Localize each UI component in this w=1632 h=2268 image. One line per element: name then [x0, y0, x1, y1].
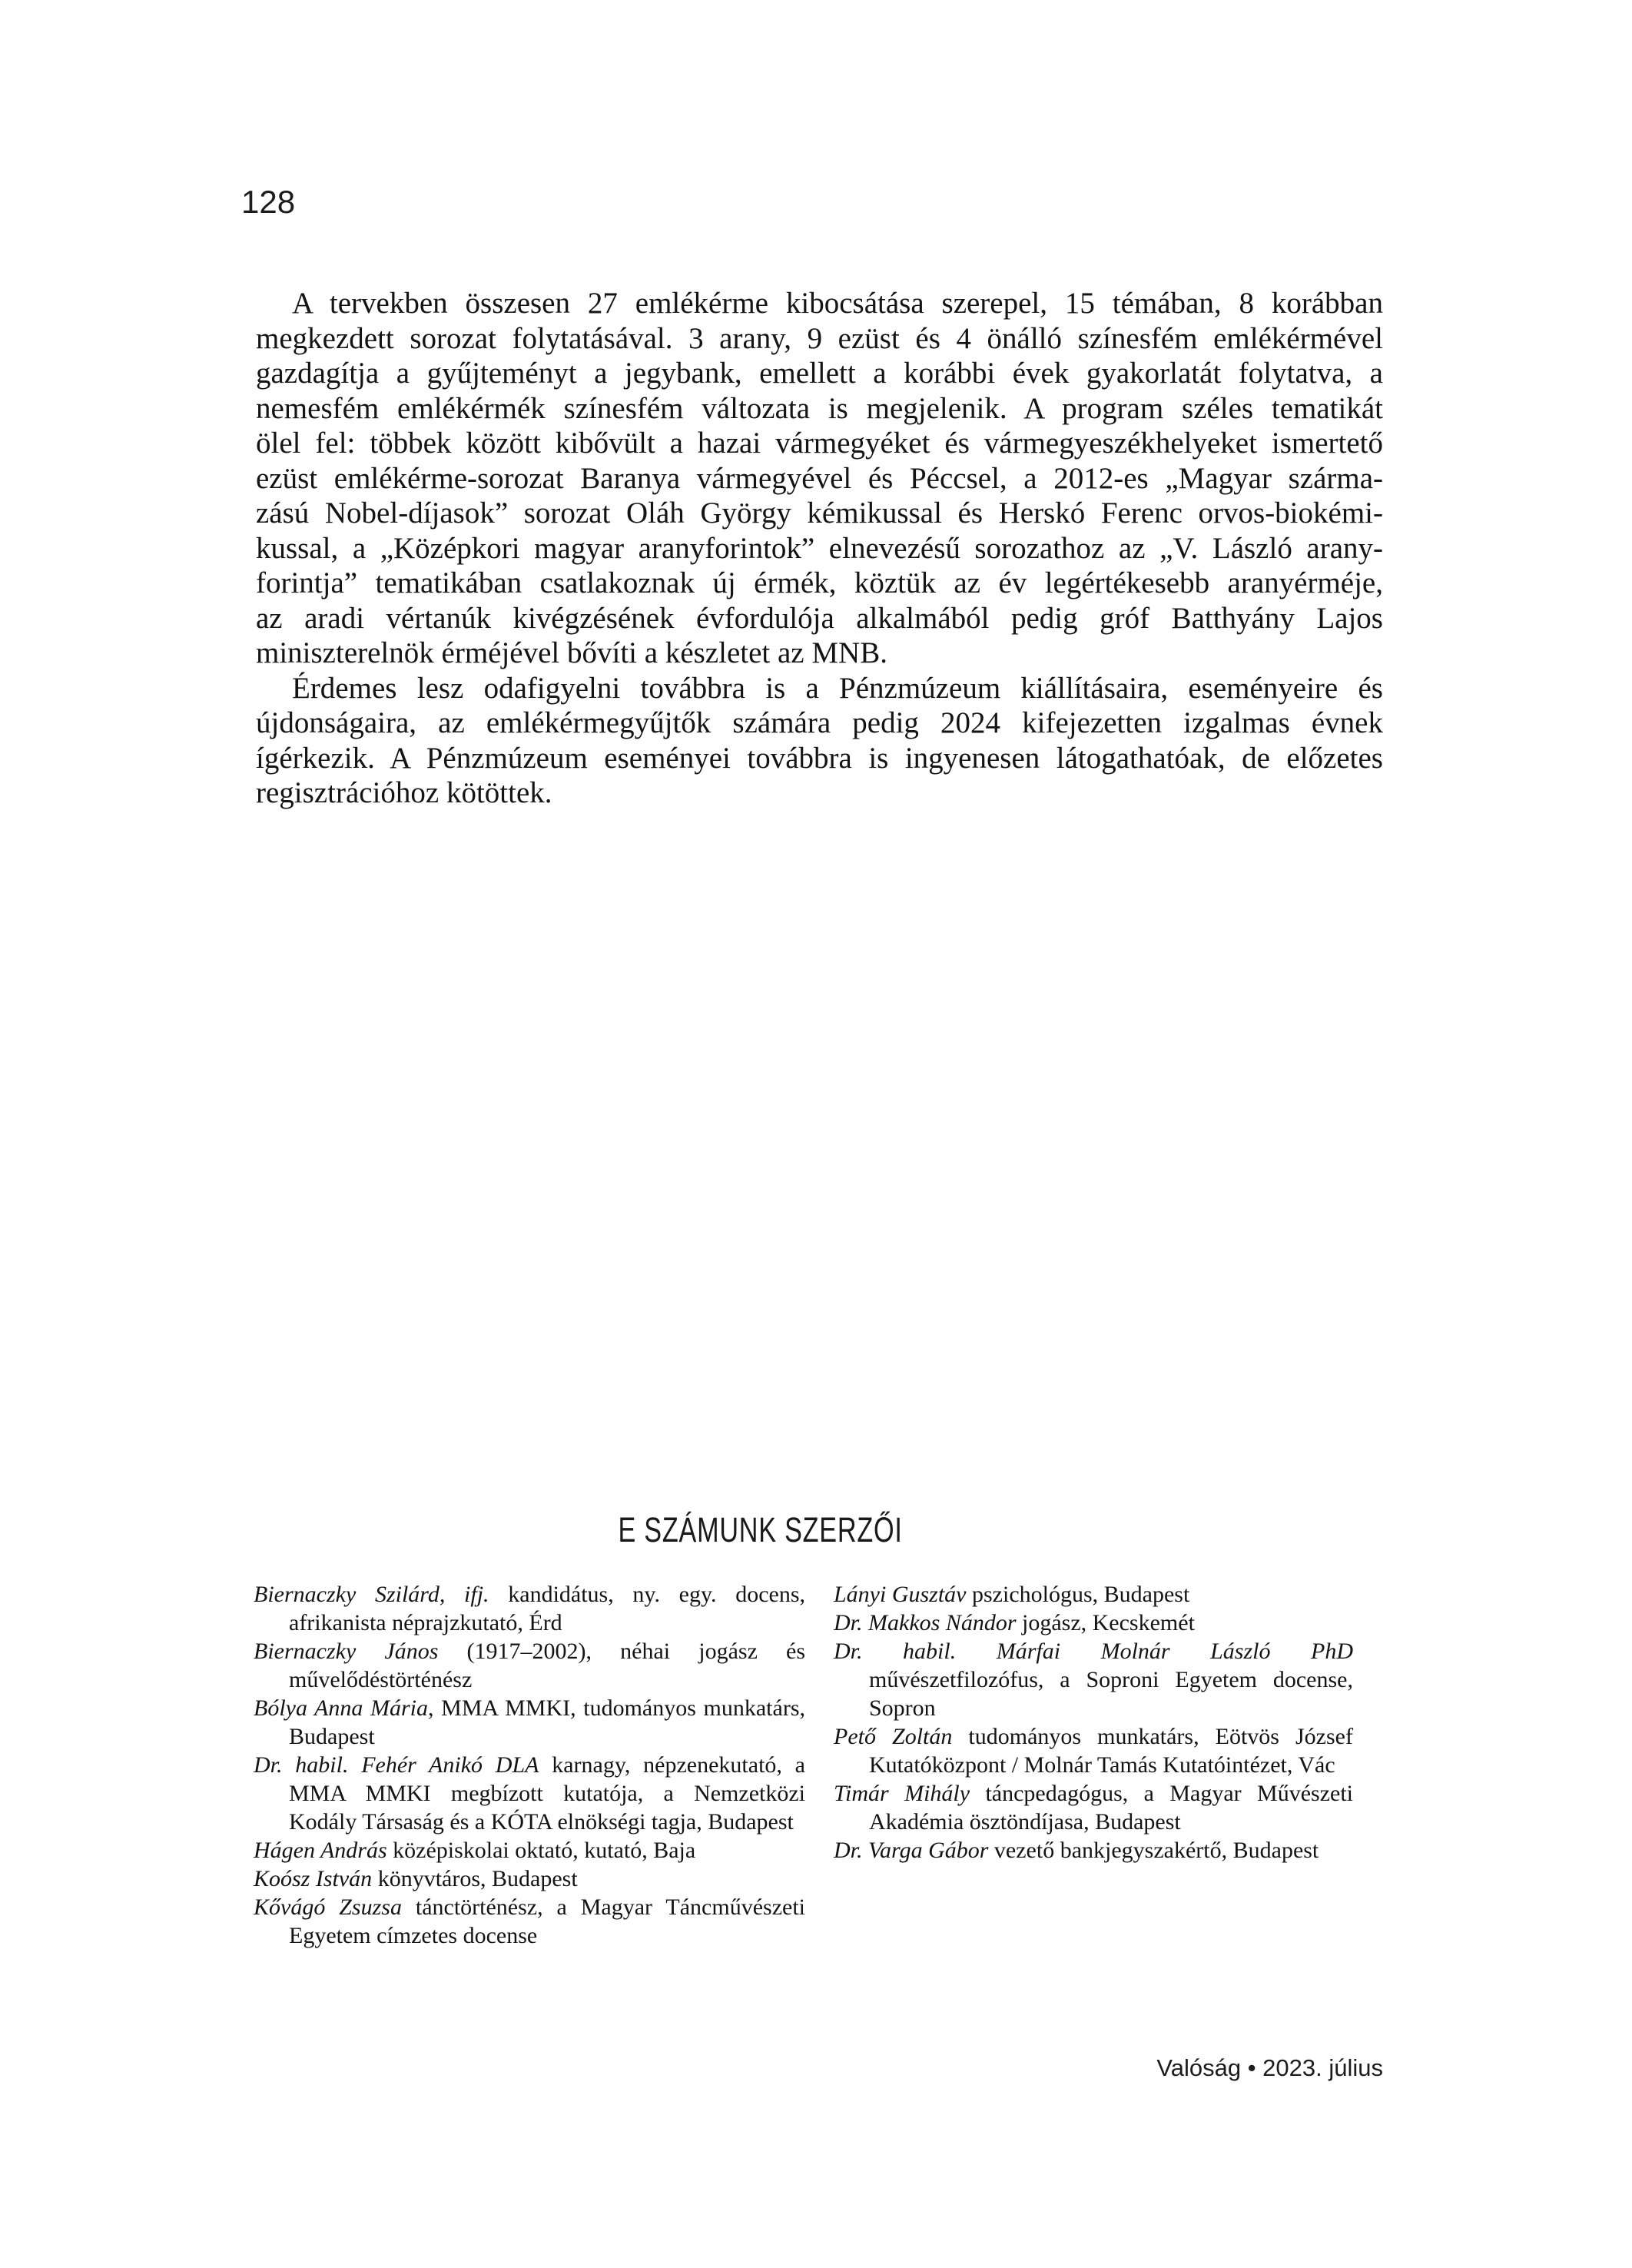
author-entry: [254, 1751, 805, 1836]
author-description: tánctörténész, a Magyar Táncművészeti Egyetem címzetes docense: [289, 1894, 805, 1948]
body-text-line: Érdemes lesz odafigyelni továbbra is a Pénzmúzeum kiállításaira, eseményeire és: [292, 671, 1383, 705]
author-entry: [834, 1609, 1353, 1637]
author-name: Kővágó Zsuzsa: [254, 1894, 402, 1920]
author-entry: [254, 1893, 805, 1950]
author-name: Koósz István: [254, 1866, 373, 1891]
author-name: Bólya Anna Mária: [254, 1695, 429, 1721]
author-entry: [834, 1580, 1353, 1609]
authors-column-right: [834, 1580, 1353, 1865]
authors-section-heading: [254, 1510, 1268, 1549]
author-description: , MMA MMKI, tudományos munkatárs, Budapest: [289, 1695, 805, 1749]
author-name: Pető Zoltán: [834, 1724, 953, 1749]
author-description: (1917–2002), néhai jogász és művelődéstörténész: [289, 1639, 806, 1692]
author-entry: [254, 1694, 805, 1751]
authors-column-left: [254, 1580, 805, 1950]
author-name: Dr. Varga Gábor: [834, 1838, 989, 1863]
page-number: 128: [241, 184, 296, 220]
author-name: Dr. habil. Fehér Anikó DLA: [254, 1752, 539, 1778]
body-text-line: nemesfém emlékérmék színesfém változata is megjelenik. A program széles tematikát: [256, 391, 1383, 425]
author-name: Biernaczky János: [254, 1639, 439, 1664]
author-name: Biernaczky Szilárd, ifj.: [254, 1582, 489, 1607]
author-entry: [254, 1865, 805, 1893]
body-text-line: az aradi vértanúk kivégzésének évfordulója alkalmából pedig gróf Batthyány Lajos: [256, 601, 1383, 635]
author-entry: [834, 1637, 1353, 1722]
body-text-line: A tervekben összesen 27 emlékérme kibocsátása szerepel, 15 témában, 8 korábban: [292, 287, 1383, 320]
body-text-line: forintja” tematikában csatlakoznak új érmék, köztük az év legértékesebb aranyérméje,: [256, 566, 1383, 599]
journal-footer: Valóság • 2023. július: [1156, 2054, 1383, 2081]
author-name: Timár Mihály: [834, 1781, 970, 1806]
body-text-line: gazdagítja a gyűjteményt a jegybank, emellett a korábbi évek gyakorlatát folytatva, a: [256, 357, 1383, 390]
author-entry: [254, 1637, 805, 1694]
author-name: Lányi Gusztáv: [834, 1582, 967, 1607]
author-name: Hágen András: [254, 1838, 387, 1863]
author-description: jogász, Kecskemét: [1016, 1610, 1195, 1635]
author-entry: [834, 1836, 1353, 1865]
author-description: kandidátus, ny. egy. docens, afrikanista néprajzkutató, Érd: [289, 1582, 806, 1635]
article-body: [256, 286, 1383, 811]
author-entry: [254, 1836, 805, 1865]
author-entry: [834, 1722, 1353, 1779]
author-entry: [254, 1580, 805, 1637]
authors-section-heading-text: E SZÁMUNK SZERZŐI: [618, 1510, 904, 1549]
body-text-line: megkezdett sorozat folytatásával. 3 arany, 9 ezüst és 4 önálló színesfém emlékérmével: [256, 321, 1383, 355]
body-text-line: zású Nobel-díjasok” sorozat Oláh György kémikussal és Herskó Ferenc orvos-biokémi-: [256, 496, 1383, 530]
paragraph: [256, 671, 1383, 811]
paragraph: [256, 286, 1383, 671]
body-text-line: ezüst emlékérme-sorozat Baranya vármegyével és Péccsel, a 2012-es „Magyar szárma-: [256, 461, 1383, 495]
body-text-line: kussal, a „Középkori magyar aranyforintok” elnevezésű sorozathoz az „V. László arany-: [256, 531, 1383, 565]
body-text-line: miniszterelnök érméjével bővíti a készletet az MNB.: [256, 636, 887, 669]
author-description: tudományos munkatárs, Eötvös József Kutatóközpont / Molnár Tamás Kutatóintézet, Vác: [869, 1724, 1353, 1778]
author-description: táncpedagógus, a Magyar Művészeti Akadémia ösztöndíjasa, Budapest: [869, 1781, 1353, 1835]
body-text-line: ígérkezik. A Pénzmúzeum eseményei továbbra is ingyenesen látogathatóak, de előzetes: [256, 741, 1383, 775]
author-description: karnagy, népzenekutató, a MMA MMKI megbízott kutatója, a Nemzetközi Kodály Társaság és a KÓTA elnökségi tagja, Budapest: [289, 1752, 805, 1835]
author-name: Dr. Makkos Nándor: [834, 1610, 1017, 1635]
author-name: Dr. habil. Márfai Molnár László PhD: [834, 1639, 1353, 1664]
author-description: művészetfilozófus, a Soproni Egyetem docense, Sopron: [869, 1667, 1353, 1721]
author-description: könyvtáros, Budapest: [372, 1866, 578, 1891]
author-description: középiskolai oktató, kutató, Baja: [386, 1838, 696, 1863]
author-description: pszichológus, Budapest: [966, 1582, 1190, 1607]
body-text-line: újdonságaira, az emlékérmegyűjtők számára pedig 2024 kifejezetten izgalmas évnek: [256, 706, 1383, 739]
body-text-line: ölel fel: többek között kibővült a hazai vármegyéket és vármegyeszékhelyeket ismertető: [256, 427, 1383, 460]
body-text-line: regisztrációhoz kötöttek.: [256, 776, 552, 809]
author-entry: [834, 1779, 1353, 1836]
author-description: vezető bankjegyszakértő, Budapest: [988, 1838, 1319, 1863]
